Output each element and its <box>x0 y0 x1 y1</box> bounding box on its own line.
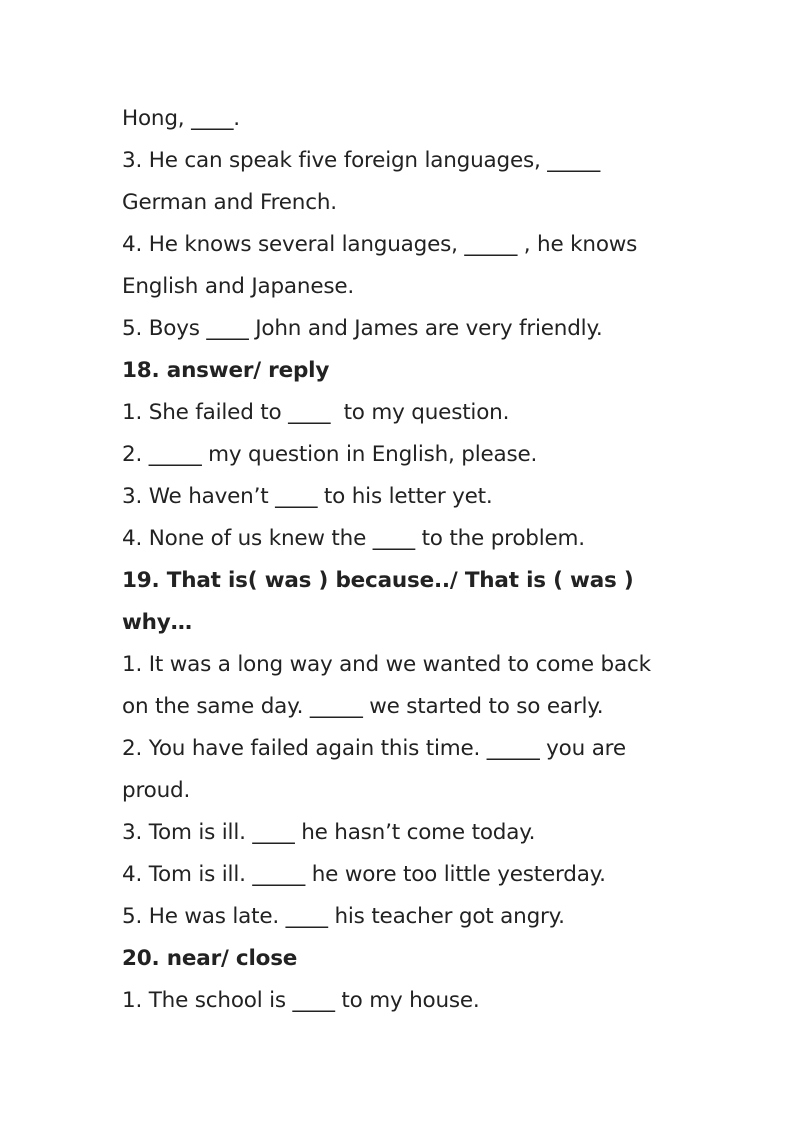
section-heading: 20. near/ close <box>122 946 298 971</box>
exercise-line: 3. Tom is ill. ____ he hasn’t come today. <box>122 820 536 845</box>
exercise-line: on the same day. _____ we started to so early. <box>122 694 604 719</box>
exercise-line: 1. It was a long way and we wanted to come back <box>122 652 651 677</box>
exercise-line: 2. You have failed again this time. _____ you are <box>122 736 626 761</box>
exercise-line: 5. Boys ____ John and James are very friendly. <box>122 316 603 341</box>
exercise-line: 4. Tom is ill. _____ he wore too little yesterday. <box>122 862 606 887</box>
exercise-line: 4. None of us knew the ____ to the problem. <box>122 526 585 551</box>
section-heading: 19. That is( was ) because../ That is ( was ) <box>122 568 634 593</box>
exercise-line: 1. The school is ____ to my house. <box>122 988 480 1013</box>
exercise-line: English and Japanese. <box>122 274 355 299</box>
worksheet-page <box>122 98 682 1022</box>
exercise-line: 2. _____ my question in English, please. <box>122 442 538 467</box>
exercise-line: Hong, ____. <box>122 106 240 131</box>
exercise-line: German and French. <box>122 190 337 215</box>
section-heading-continued: why… <box>122 610 192 635</box>
exercise-line: 4. He knows several languages, _____ , he knows <box>122 232 638 257</box>
exercise-line: 5. He was late. ____ his teacher got angry. <box>122 904 565 929</box>
exercise-line: 1. She failed to ____ to my question. <box>122 400 510 425</box>
exercise-line: 3. He can speak five foreign languages, _____ <box>122 148 601 173</box>
exercise-line: 3. We haven’t ____ to his letter yet. <box>122 484 493 509</box>
exercise-line: proud. <box>122 778 191 803</box>
section-heading: 18. answer/ reply <box>122 358 330 383</box>
